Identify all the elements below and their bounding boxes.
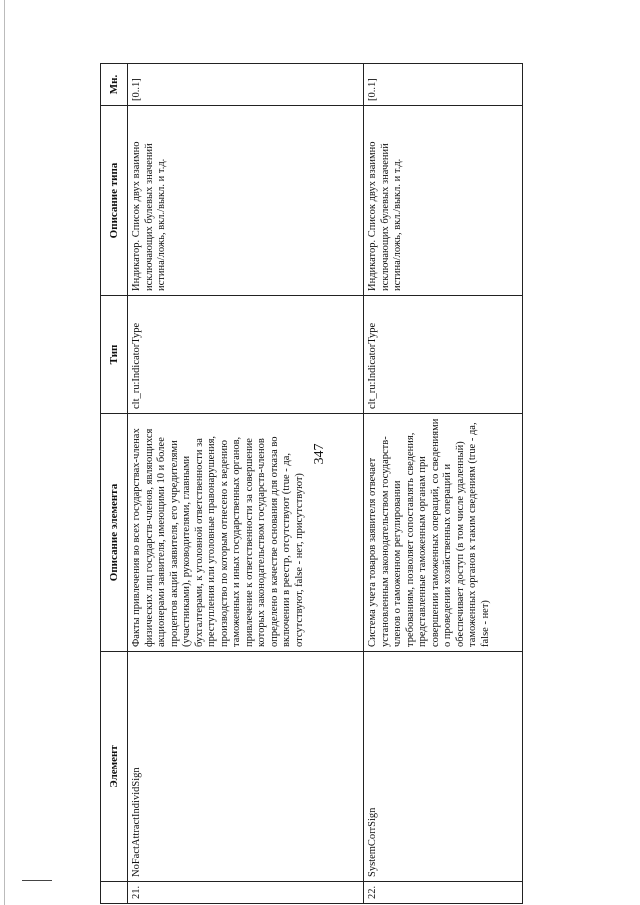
element-type: clt_ru:IndicatorType bbox=[364, 296, 523, 414]
header-multiplicity: Мн. bbox=[101, 64, 128, 106]
margin-mark bbox=[22, 880, 52, 881]
element-type: clt_ru:IndicatorType bbox=[128, 296, 364, 414]
page-edge-rule bbox=[4, 0, 5, 905]
element-description: Система учета товаров заявителя отвечает установленным законодательством государств-членов о таможенном регулировании требованиям, позволяет сопоставлять сведения, представленные таможенным органам при совершении таможенных операций, со сведениями о проведении хозяйственных операций и обеспечивает доступ (в том числе удаленный) таможенных органов к таким сведениям (true - да, false - нет) bbox=[364, 414, 523, 652]
page-number: 347 bbox=[312, 443, 327, 465]
table-header-row bbox=[101, 64, 128, 904]
header-element: Элемент bbox=[101, 652, 128, 882]
header-number bbox=[101, 882, 128, 904]
element-description: Факты привлечения во всех государствах-членах физических лиц государств-членов, являющихся акционерами заявителя, имеющими 10 и более процентов акций заявителя, его учредителями (участниками), руководителями, главными бухгалтерами, к уголовной ответственности за преступления или уголовные правонарушения, производство по которым отнесено к ведению таможенных и иных государственных органов, привлечение к ответственности за совершение которых законодательством государств-членов определено в качестве основания для отказа во включении в реестр, отсутствуют (true - да, отсутствуют, false - нет, присутствуют) bbox=[128, 414, 364, 652]
header-type-description: Описание типа bbox=[101, 106, 128, 296]
element-name: SystemCorrSign bbox=[364, 652, 523, 882]
elements-table bbox=[100, 63, 523, 904]
multiplicity: [0..1] bbox=[128, 64, 364, 106]
type-description: Индикатор. Список двух взаимно исключающих булевых значений истина/ложь, вкл./выкл. и т.д. bbox=[364, 106, 523, 296]
rotated-table-container bbox=[100, 64, 523, 904]
header-element-description: Описание элемента bbox=[101, 414, 128, 652]
table-row bbox=[128, 64, 364, 904]
type-description: Индикатор. Список двух взаимно исключающих булевых значений истина/ложь, вкл./выкл. и т.д. bbox=[128, 106, 364, 296]
element-name: NoFactAttractIndividSign bbox=[128, 652, 364, 882]
row-number: 21. bbox=[128, 882, 364, 904]
multiplicity: [0..1] bbox=[364, 64, 523, 106]
header-type: Тип bbox=[101, 296, 128, 414]
row-number: 22. bbox=[364, 882, 523, 904]
table-row bbox=[364, 64, 523, 904]
